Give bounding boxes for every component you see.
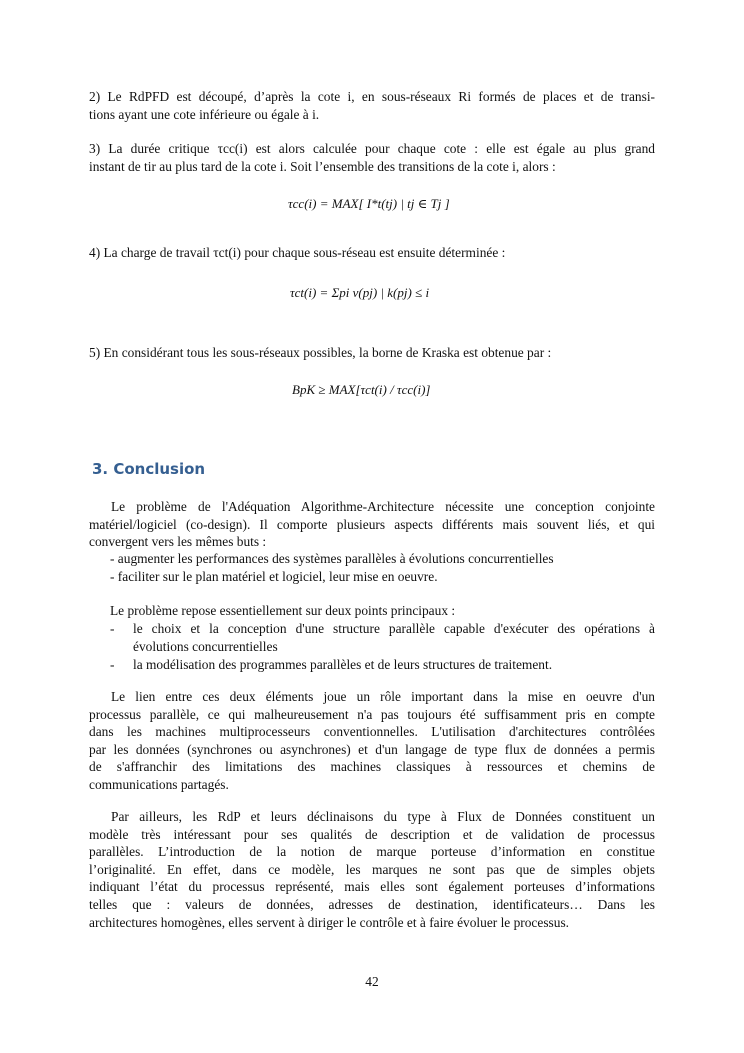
- conclusion-paragraph-1: [89, 498, 655, 551]
- conclusion-paragraph-3: [89, 688, 655, 794]
- step5-paragraph: [89, 344, 655, 362]
- step4-paragraph: [89, 244, 655, 262]
- para3-line-4: par les données (synchrones ou asynchrones) et d'un langage de type flux de données a permis: [89, 741, 655, 757]
- page-number: 42: [365, 974, 379, 989]
- section-heading-conclusion: 3. Conclusion: [92, 460, 206, 478]
- kraska-bound-formula: BpK ≥ MAX[τct(i) / τcc(i)]: [292, 382, 431, 397]
- para3-line-5: de s'affranchir des limitations des machines classiques à ressources et chemins de: [89, 759, 655, 775]
- points-intro: Le problème repose essentiellement sur deux points principaux :: [110, 603, 456, 618]
- point-list-item-1: [133, 620, 655, 655]
- step3-paragraph: [89, 140, 655, 175]
- goal-list-item-1: - augmenter les performances des systèmes parallèles à évolutions concurrentielles: [110, 551, 554, 566]
- step2-line-2: tions ayant une cote inférieure ou égale à i.: [89, 106, 320, 122]
- step2-line-1: 2) Le RdPFD est découpé, d’après la cote i, en sous-réseaux Ri formés de places et de transi-: [89, 89, 655, 104]
- para4-line-5: indiquant l’état du processus représenté, mais elles sont également porteuses d’informations: [89, 879, 655, 895]
- critical-duration-formula: τcc(i) = MAX[ I*t(tj) | tj ∈ Tj ]: [288, 196, 450, 211]
- para3-line-2: processus parallèle, ce qui malheureusement n'a pas toujours été suffisamment pris en compte: [89, 706, 655, 722]
- point-list-item-2: la modélisation des programmes parallèles et de leurs structures de traitement.: [133, 657, 553, 672]
- para4-line-6: telles que : valeurs de données, adresses de destination, identificateurs… Dans les: [89, 896, 655, 912]
- list-dash-1: -: [110, 621, 115, 636]
- step2-paragraph: [89, 88, 655, 123]
- point-1-line-2: évolutions concurrentielles: [133, 638, 278, 654]
- para1-line-3: convergent vers les mêmes buts :: [89, 534, 267, 550]
- para4-line-4: l’originalité. En effet, dans ce modèle, les marques ne sont pas que de simples objets: [89, 861, 655, 877]
- para1-line-2: matériel/logiciel (co-design). Il comporte plusieurs aspects différents mais souvent liés, et qui: [89, 516, 655, 532]
- para3-line-6: communications partagés.: [89, 776, 229, 792]
- point-1-line-1: le choix et la conception d'une structure parallèle capable d'exécuter des opérations à: [133, 621, 655, 636]
- para3-line-3: dans les machines multiprocesseurs conventionnelles. L'utilisation d'architectures contrôlées: [89, 724, 655, 740]
- list-dash-2: -: [110, 657, 115, 672]
- para4-line-3: parallèles. L’introduction de la notion de marque porteuse d’information en constitue: [89, 844, 655, 860]
- para4-line-2: modèle très intéressant pour ses qualités de description et de validation de processus: [89, 826, 655, 842]
- para1-line-1: Le problème de l'Adéquation Algorithme-Architecture nécessite une conception conjointe: [111, 499, 655, 514]
- para4-line-7: architectures homogènes, elles servent à diriger le contrôle et à faire évoluer le processus.: [89, 914, 569, 930]
- step3-line-2: instant de tir au plus tard de la cote i. Soit l’ensemble des transitions de la cote i, alors :: [89, 158, 556, 174]
- conclusion-paragraph-4: [89, 808, 655, 931]
- workload-formula: τct(i) = Σpi ν(pj) | k(pj) ≤ i: [290, 285, 430, 300]
- step5-line-1: 5) En considérant tous les sous-réseaux possibles, la borne de Kraska est obtenue par :: [89, 345, 552, 360]
- para4-line-1: Par ailleurs, les RdP et leurs déclinaisons du type à Flux de Données constituent un: [111, 809, 655, 824]
- step4-line-1: 4) La charge de travail τct(i) pour chaque sous-réseau est ensuite déterminée :: [89, 245, 506, 260]
- para3-line-1: Le lien entre ces deux éléments joue un rôle important dans la mise en oeuvre d'un: [111, 689, 655, 704]
- step3-line-1: 3) La durée critique τcc(i) est alors calculée pour chaque cote : elle est égale au plus grand: [89, 141, 655, 156]
- goal-list-item-2: - faciliter sur le plan matériel et logiciel, leur mise en oeuvre.: [110, 569, 438, 584]
